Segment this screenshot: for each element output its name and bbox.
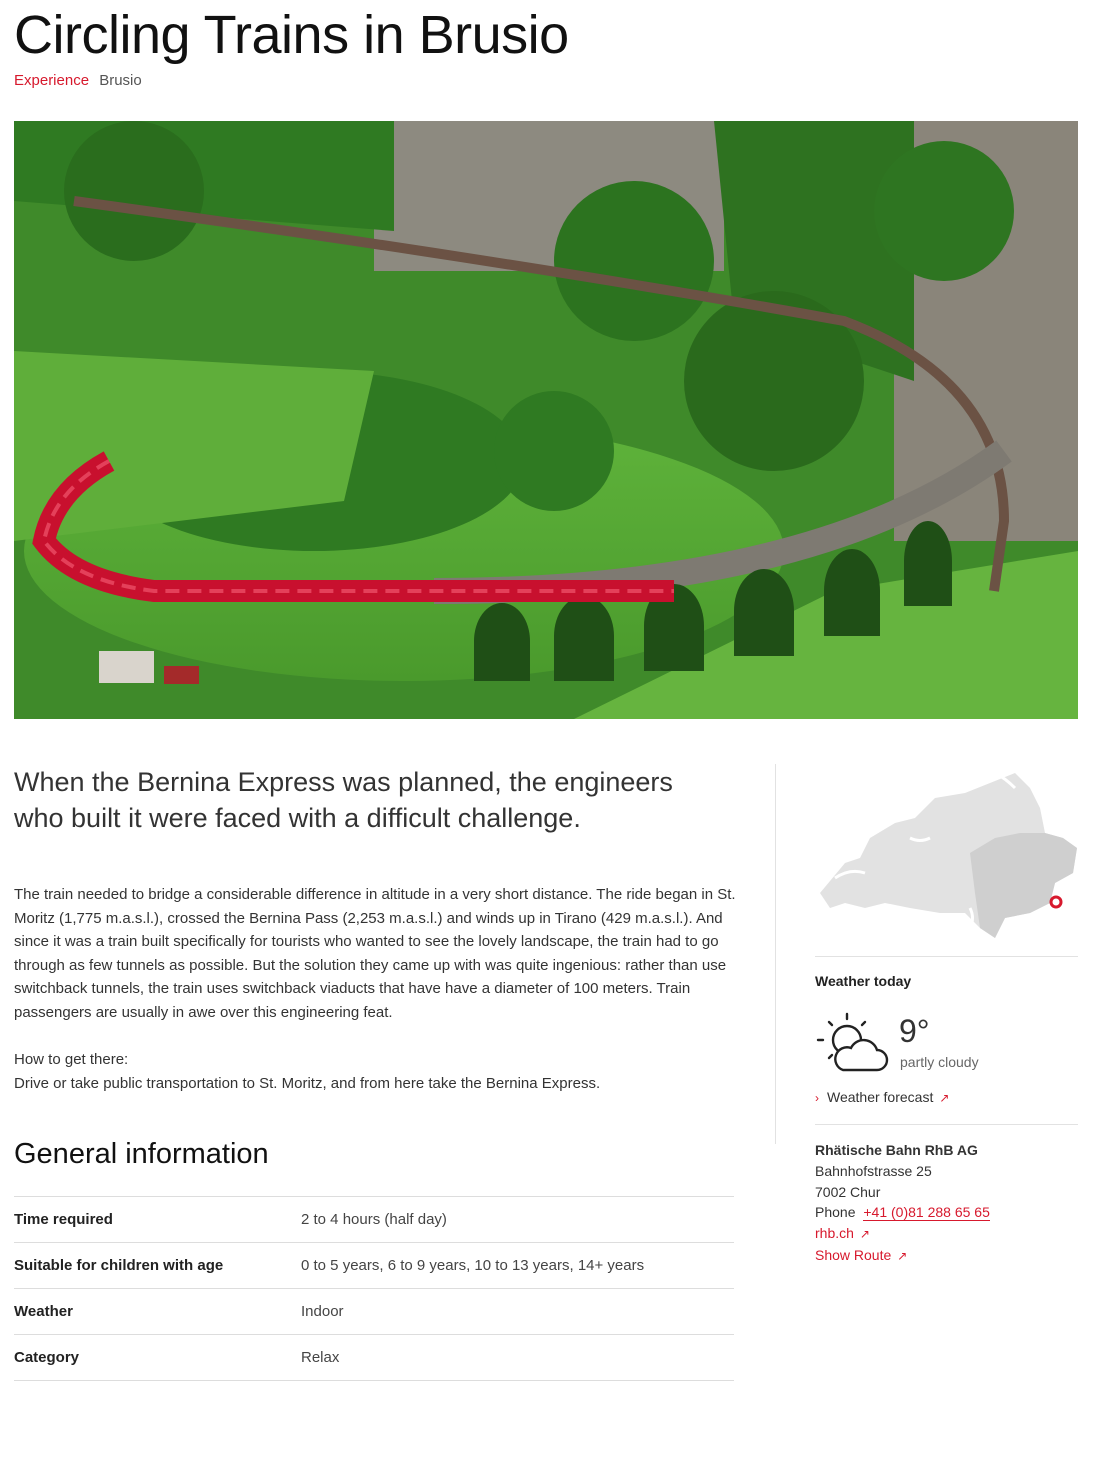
article-lead: When the Bernina Express was planned, the engineers who built it were faced with a difficult challenge. bbox=[14, 767, 673, 833]
contact-street: Bahnhofstrasse 25 bbox=[815, 1162, 932, 1179]
row-label: Time required bbox=[14, 1211, 113, 1228]
general-info-table bbox=[14, 1196, 734, 1381]
table-row bbox=[14, 1243, 734, 1289]
divider bbox=[815, 956, 1078, 957]
website-link[interactable]: rhb.ch bbox=[815, 1225, 854, 1242]
table-row bbox=[14, 1335, 734, 1381]
row-label: Weather bbox=[14, 1303, 73, 1320]
row-value: Relax bbox=[301, 1349, 340, 1366]
sidebar-divider bbox=[775, 764, 776, 1144]
table-row bbox=[14, 1197, 734, 1243]
howto-label: How to get there: bbox=[14, 1051, 129, 1068]
row-value: Indoor bbox=[301, 1303, 344, 1320]
row-label: Category bbox=[14, 1349, 80, 1366]
howto-text: Drive or take public transportation to St. Moritz, and from here take the Bernina Express. bbox=[14, 1074, 601, 1092]
phone-link[interactable]: +41 (0)81 288 65 65 bbox=[863, 1204, 990, 1221]
phone-label: Phone bbox=[815, 1204, 856, 1221]
contact-phone-line bbox=[815, 1202, 990, 1223]
hero-image bbox=[14, 121, 1078, 719]
table-row bbox=[14, 1289, 734, 1335]
external-link-icon: ↗ bbox=[897, 1248, 908, 1263]
row-value: 2 to 4 hours (half day) bbox=[301, 1211, 447, 1228]
website-line bbox=[815, 1223, 990, 1245]
breadcrumb-place: Brusio bbox=[99, 72, 142, 89]
general-info-title: General information bbox=[14, 1138, 269, 1170]
row-label: Suitable for children with age bbox=[14, 1257, 224, 1274]
how-to-get-there bbox=[14, 1048, 736, 1095]
partly-cloudy-icon bbox=[815, 1012, 889, 1079]
weather-temperature: 9° bbox=[899, 1013, 930, 1049]
weather-forecast-label: Weather forecast bbox=[827, 1089, 934, 1105]
breadcrumb-category-link[interactable]: Experience bbox=[14, 72, 90, 89]
external-link-icon: ↗ bbox=[859, 1227, 870, 1242]
contact-city: 7002 Chur bbox=[815, 1183, 881, 1200]
weather-condition: partly cloudy bbox=[900, 1054, 979, 1070]
weather-title: Weather today bbox=[815, 973, 912, 989]
weather-forecast-link[interactable] bbox=[815, 1089, 949, 1105]
contact-block bbox=[815, 1140, 990, 1267]
show-route-link[interactable]: Show Route bbox=[815, 1246, 892, 1263]
location-map[interactable] bbox=[815, 763, 1078, 943]
route-line bbox=[815, 1245, 990, 1267]
article-body: The train needed to bridge a considerable difference in altitude in a very short distance. The ride began in St. Moritz (1,775 m.a.s.l.), crossed the Bernina Pass (2,253 m.a.s.l.) and winds up in Tirano (429 m.a.s.l.). And since it was a train built specifically for tourists who wanted to see the lovely landscape, the train had to go through as few tunnels as possible. But the solution they came up with was quite ingenious: rather than use switchback tunnels, the train uses switchback viaducts that have have a diameter of 100 meters. Train passengers are usually in awe over this engineering feat. bbox=[14, 886, 736, 1021]
row-value: 0 to 5 years, 6 to 9 years, 10 to 13 years, 14+ years bbox=[301, 1257, 645, 1274]
external-link-icon: ↗ bbox=[939, 1091, 950, 1105]
breadcrumb bbox=[14, 72, 142, 89]
contact-name: Rhätische Bahn RhB AG bbox=[815, 1142, 978, 1158]
chevron-right-icon: › bbox=[815, 1091, 819, 1105]
page-title: Circling Trains in Brusio bbox=[14, 5, 569, 65]
divider bbox=[815, 1124, 1078, 1125]
